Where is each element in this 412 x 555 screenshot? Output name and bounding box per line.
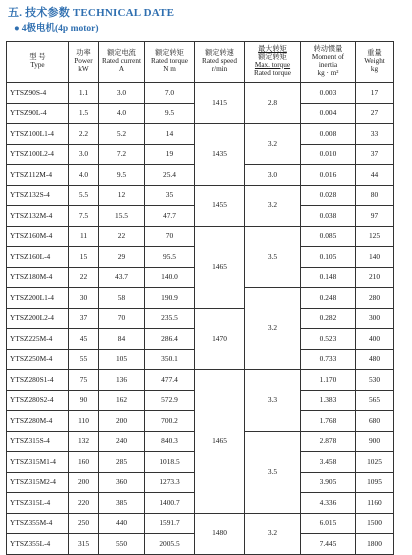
cell-power: 1.5 (69, 103, 99, 124)
cell-power: 15 (69, 247, 99, 268)
cell-current: 5.2 (99, 124, 145, 145)
cell-weight: 1160 (356, 493, 394, 514)
cell-inertia: 6.015 (301, 513, 356, 534)
cell-torque-ratio: 3.2 (245, 124, 301, 165)
cell-weight: 33 (356, 124, 394, 145)
cell-inertia: 0.733 (301, 349, 356, 370)
cell-inertia: 0.523 (301, 329, 356, 350)
col-weight-header: 重量 Weight kg (356, 42, 394, 83)
cell-torque-ratio: 3.2 (245, 185, 301, 226)
cell-type: YTSZ250M-4 (7, 349, 69, 370)
cell-weight: 280 (356, 288, 394, 309)
cell-inertia: 0.004 (301, 103, 356, 124)
cell-type: YTSZ200L2-4 (7, 308, 69, 329)
cell-power: 45 (69, 329, 99, 350)
cell-torque-ratio: 3.0 (245, 165, 301, 186)
cell-weight: 900 (356, 431, 394, 452)
cell-power: 250 (69, 513, 99, 534)
cell-inertia: 3.905 (301, 472, 356, 493)
cell-type: YTSZ355L-4 (7, 534, 69, 555)
cell-power: 30 (69, 288, 99, 309)
cell-inertia: 3.458 (301, 452, 356, 473)
cell-torque: 840.3 (145, 431, 195, 452)
cell-inertia: 0.038 (301, 206, 356, 227)
cell-type: YTSZ90L-4 (7, 103, 69, 124)
cell-speed: 1455 (195, 185, 245, 226)
cell-current: 9.5 (99, 165, 145, 186)
cell-power: 220 (69, 493, 99, 514)
cell-current: 440 (99, 513, 145, 534)
table-row (7, 185, 394, 206)
cell-torque: 70 (145, 226, 195, 247)
cell-torque-ratio: 2.8 (245, 83, 301, 124)
cell-torque: 1591.7 (145, 513, 195, 534)
cell-inertia: 0.085 (301, 226, 356, 247)
cell-inertia: 2.878 (301, 431, 356, 452)
cell-torque: 2005.5 (145, 534, 195, 555)
cell-power: 160 (69, 452, 99, 473)
cell-torque: 9.5 (145, 103, 195, 124)
cell-type: YTSZ160L-4 (7, 247, 69, 268)
cell-power: 7.5 (69, 206, 99, 227)
cell-inertia: 1.170 (301, 370, 356, 391)
cell-inertia: 1.768 (301, 411, 356, 432)
cell-weight: 27 (356, 103, 394, 124)
table-row (7, 370, 394, 391)
cell-weight: 125 (356, 226, 394, 247)
sub-heading-text: 4极电机(4p motor) (21, 24, 99, 34)
cell-current: 43.7 (99, 267, 145, 288)
cell-speed: 1480 (195, 513, 245, 554)
cell-weight: 80 (356, 185, 394, 206)
cell-power: 2.2 (69, 124, 99, 145)
cell-weight: 37 (356, 144, 394, 165)
cell-type: YTSZ90S-4 (7, 83, 69, 104)
cell-current: 84 (99, 329, 145, 350)
cell-type: YTSZ132M-4 (7, 206, 69, 227)
cell-inertia: 1.383 (301, 390, 356, 411)
cell-torque: 14 (145, 124, 195, 145)
cell-current: 12 (99, 185, 145, 206)
cell-type: YTSZ315L-4 (7, 493, 69, 514)
cell-torque: 700.2 (145, 411, 195, 432)
table-row (7, 83, 394, 104)
cell-power: 110 (69, 411, 99, 432)
cell-torque: 1018.5 (145, 452, 195, 473)
cell-current: 385 (99, 493, 145, 514)
cell-speed: 1415 (195, 83, 245, 124)
cell-current: 70 (99, 308, 145, 329)
col-torque-ratio-header: 最大转矩 额定转矩 Max. torque Rated torque (245, 42, 301, 83)
cell-power: 5.5 (69, 185, 99, 206)
cell-current: 15.5 (99, 206, 145, 227)
col-current-header: 额定电流 Rated current A (99, 42, 145, 83)
cell-inertia: 0.248 (301, 288, 356, 309)
cell-torque: 190.9 (145, 288, 195, 309)
cell-weight: 17 (356, 83, 394, 104)
cell-power: 315 (69, 534, 99, 555)
cell-current: 240 (99, 431, 145, 452)
cell-torque: 1273.3 (145, 472, 195, 493)
cell-power: 200 (69, 472, 99, 493)
table-row (7, 226, 394, 247)
cell-type: YTSZ112M-4 (7, 165, 69, 186)
cell-weight: 400 (356, 329, 394, 350)
cell-speed: 1470 (195, 308, 245, 370)
cell-type: YTSZ132S-4 (7, 185, 69, 206)
cell-power: 4.0 (69, 165, 99, 186)
cell-inertia: 4.336 (301, 493, 356, 514)
cell-weight: 44 (356, 165, 394, 186)
cell-weight: 140 (356, 247, 394, 268)
cell-inertia: 7.445 (301, 534, 356, 555)
cell-power: 132 (69, 431, 99, 452)
cell-torque: 235.5 (145, 308, 195, 329)
cell-weight: 530 (356, 370, 394, 391)
cell-torque-ratio: 3.5 (245, 226, 301, 288)
cell-type: YTSZ160M-4 (7, 226, 69, 247)
cell-power: 1.1 (69, 83, 99, 104)
cell-torque: 572.9 (145, 390, 195, 411)
cell-torque-ratio: 3.5 (245, 431, 301, 513)
cell-weight: 1025 (356, 452, 394, 473)
cell-power: 55 (69, 349, 99, 370)
cell-type: YTSZ200L1-4 (7, 288, 69, 309)
cell-torque: 350.1 (145, 349, 195, 370)
cell-type: YTSZ315M1-4 (7, 452, 69, 473)
table-header-row (7, 42, 394, 83)
section-heading: 五. 技术参数 TECHNICAL DATE (8, 7, 175, 19)
cell-torque: 1400.7 (145, 493, 195, 514)
cell-weight: 480 (356, 349, 394, 370)
col-torque-header: 额定转矩 Rated torque N m (145, 42, 195, 83)
cell-speed: 1465 (195, 226, 245, 308)
cell-weight: 210 (356, 267, 394, 288)
cell-speed: 1435 (195, 124, 245, 186)
col-type-header: 型 号 Type (7, 42, 69, 83)
cell-torque: 25.4 (145, 165, 195, 186)
cell-current: 550 (99, 534, 145, 555)
cell-inertia: 0.003 (301, 83, 356, 104)
cell-inertia: 0.010 (301, 144, 356, 165)
cell-type: YTSZ225M-4 (7, 329, 69, 350)
cell-type: YTSZ180M-4 (7, 267, 69, 288)
cell-speed: 1465 (195, 370, 245, 514)
col-power-header: 功率 Power kW (69, 42, 99, 83)
cell-current: 162 (99, 390, 145, 411)
cell-power: 11 (69, 226, 99, 247)
cell-power: 90 (69, 390, 99, 411)
cell-torque-ratio: 3.3 (245, 370, 301, 432)
cell-current: 22 (99, 226, 145, 247)
cell-inertia: 0.016 (301, 165, 356, 186)
cell-current: 360 (99, 472, 145, 493)
cell-torque: 477.4 (145, 370, 195, 391)
cell-type: YTSZ280M-4 (7, 411, 69, 432)
cell-inertia: 0.105 (301, 247, 356, 268)
cell-inertia: 0.282 (301, 308, 356, 329)
table-row (7, 513, 394, 534)
cell-power: 22 (69, 267, 99, 288)
cell-current: 29 (99, 247, 145, 268)
cell-type: YTSZ280S1-4 (7, 370, 69, 391)
cell-weight: 565 (356, 390, 394, 411)
cell-power: 37 (69, 308, 99, 329)
cell-weight: 300 (356, 308, 394, 329)
cell-torque: 140.0 (145, 267, 195, 288)
cell-current: 58 (99, 288, 145, 309)
cell-current: 3.0 (99, 83, 145, 104)
technical-data-table (6, 41, 394, 555)
cell-torque: 47.7 (145, 206, 195, 227)
cell-type: YTSZ100L1-4 (7, 124, 69, 145)
cell-current: 136 (99, 370, 145, 391)
cell-type: YTSZ315S-4 (7, 431, 69, 452)
cell-current: 7.2 (99, 144, 145, 165)
cell-power: 75 (69, 370, 99, 391)
cell-inertia: 0.148 (301, 267, 356, 288)
table-row (7, 308, 394, 329)
cell-weight: 1500 (356, 513, 394, 534)
cell-inertia: 0.028 (301, 185, 356, 206)
cell-torque: 95.5 (145, 247, 195, 268)
cell-weight: 680 (356, 411, 394, 432)
cell-torque: 35 (145, 185, 195, 206)
cell-type: YTSZ280S2-4 (7, 390, 69, 411)
cell-current: 105 (99, 349, 145, 370)
cell-weight: 1095 (356, 472, 394, 493)
cell-torque: 7.0 (145, 83, 195, 104)
cell-torque: 286.4 (145, 329, 195, 350)
cell-torque: 19 (145, 144, 195, 165)
table-row (7, 124, 394, 145)
cell-weight: 1800 (356, 534, 394, 555)
col-speed-header: 额定转速 Rated speed r/min (195, 42, 245, 83)
cell-current: 200 (99, 411, 145, 432)
col-inertia-header: 转动惯量 Moment of inertia kg · m² (301, 42, 356, 83)
sub-heading (14, 20, 99, 34)
cell-weight: 97 (356, 206, 394, 227)
cell-inertia: 0.008 (301, 124, 356, 145)
cell-type: YTSZ100L2-4 (7, 144, 69, 165)
cell-torque-ratio: 3.2 (245, 288, 301, 370)
cell-type: YTSZ355M-4 (7, 513, 69, 534)
cell-current: 285 (99, 452, 145, 473)
cell-type: YTSZ315M2-4 (7, 472, 69, 493)
cell-torque-ratio: 3.2 (245, 513, 301, 554)
cell-power: 3.0 (69, 144, 99, 165)
cell-current: 4.0 (99, 103, 145, 124)
bullet-icon: ● (14, 24, 20, 34)
